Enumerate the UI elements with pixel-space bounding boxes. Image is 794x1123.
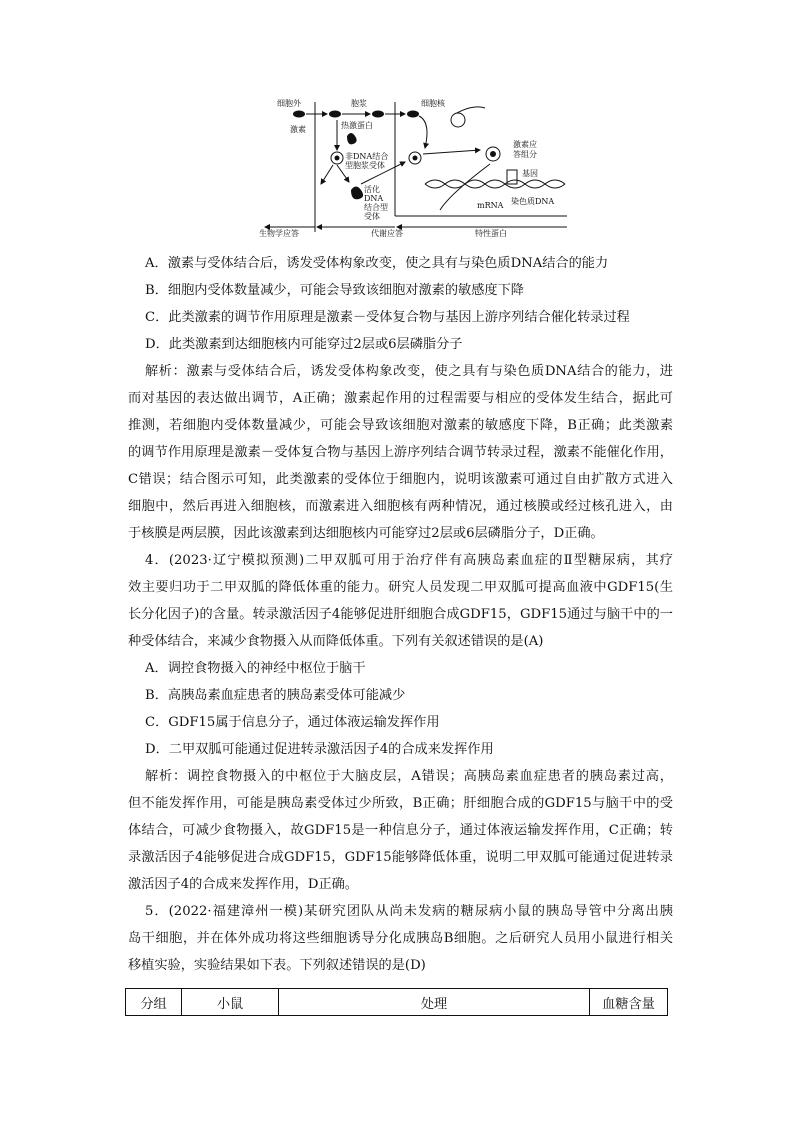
analysis-line: 于核膜是两层膜，因此该激素到达细胞核内可能穿过2层或6层磷脂分子，D正确。 (128, 526, 604, 541)
text-block (128, 250, 673, 979)
table-header-mouse: 小鼠 (182, 989, 279, 1016)
label-hormone: 激素 (290, 125, 306, 134)
table-header-row (126, 989, 668, 1016)
hormone-molecule (293, 111, 305, 118)
analysis-line: 而对基因的表达做出调节，A正确；激素起作用的过程需要与相应的受体发生结合，据此可 (128, 391, 673, 406)
label-specific-protein: 特性蛋白 (475, 229, 507, 238)
question-5-line: 移植实验，实验结果如下表。下列叙述错误的是(D) (128, 958, 426, 973)
label-extracellular: 细胞外 (277, 99, 301, 108)
question-4-line: 种受体结合，来减少食物摄入从而降低体重。下列有关叙述错误的是(A) (128, 634, 544, 649)
question-5-line: 5．(2022·福建漳州一模)某研究团队从尚未发病的糖尿病小鼠的胰岛导管中分离出胰 (145, 904, 673, 919)
label-response-element-1: 激素应 (513, 140, 537, 149)
arrow-to-response-element (423, 150, 480, 154)
diagram-svg (255, 92, 575, 244)
hormone-molecule-cytoplasm (329, 111, 341, 118)
analysis-line: 细胞中，然后再进入细胞核，而激素进入细胞核有两种情况，通过核膜或经过核孔进入，由 (128, 499, 673, 514)
q4-analysis-line: 体结合，可减少食物摄入，故GDF15是一种信息分子，通过体液运输发挥作用，C正确；转 (128, 823, 673, 838)
option-a: A．激素与受体结合后，诱发受体构象改变，使之具有与染色质DNA结合的能力 (145, 256, 609, 271)
label-activated-2: DNA (364, 194, 384, 203)
label-response-element-2: 答组分 (513, 150, 537, 159)
response-element-core (490, 151, 496, 157)
q4-option-d: D．二甲双胍可能通过促进转录激活因子4的合成来发挥作用 (145, 742, 494, 757)
label-gene: 基因 (522, 169, 538, 178)
experiment-table (125, 988, 668, 1016)
dna-strand-b (425, 180, 565, 188)
table-header-blood-glucose: 血糖含量 (590, 989, 668, 1016)
q4-analysis-line: 激活因子4的合成来发挥作用，D正确。 (128, 877, 358, 892)
analysis-line: 推测，若细胞内受体数量减少，可能会导致该细胞对激素的敏感度下降，B正确；此类激素 (128, 418, 673, 433)
label-mrna: mRNA (477, 201, 504, 210)
option-b: B．细胞内受体数量减少，可能会导致该细胞对激素的敏感度下降 (145, 283, 524, 298)
nuclear-receptor-core (413, 156, 418, 161)
arrow-curve-to-receptor (419, 116, 427, 148)
label-bio-response: 生物学应答 (259, 229, 299, 238)
label-chromatin-dna: 染色质DNA (511, 197, 555, 206)
q4-option-a: A．调控食物摄入的神经中枢位于脑干 (145, 661, 366, 676)
membrane-receptor-head (451, 113, 465, 127)
question-4-line: 效主要归功于二甲双胍的降低体重的能力。研究人员发现二甲双胍可提高血液中GDF15(生 (128, 580, 673, 595)
heat-shock-protein-shape (347, 133, 357, 144)
hormone-molecule-near-nucleus (372, 111, 384, 118)
q4-option-b: B．高胰岛素血症患者的胰岛素受体可能减少 (145, 688, 406, 703)
analysis-line: 解析：激素与受体结合后，诱发受体构象改变，使之具有与染色质DNA结合的能力，进 (145, 364, 673, 379)
question-5-line: 岛干细胞，并在体外成功将这些细胞诱导分化成胰岛B细胞。之后研究人员用小鼠进行相关 (128, 931, 673, 946)
activated-receptor-shape (351, 187, 363, 200)
receptor-core (335, 156, 340, 161)
label-cytoplasm: 胞浆 (351, 99, 367, 108)
arrow-side-path (321, 165, 333, 184)
option-d: D．此类激素到达细胞核内可能穿过2层或6层磷脂分子 (145, 337, 463, 352)
option-c: C．此类激素的调节作用原理是激素－受体复合物与基因上游序列结合催化转录过程 (145, 310, 630, 325)
q4-analysis-line: 解析：调控食物摄入的中枢位于大脑皮层，A错误；高胰岛素血症患者的胰岛素过高， (145, 769, 673, 784)
table-header-treatment: 处理 (279, 989, 590, 1016)
label-non-dna-receptor-2: 型胞浆受体 (345, 161, 385, 170)
q4-option-c: C．GDF15属于信息分子，通过体液运输发挥作用 (145, 715, 440, 730)
question-4-line: 长分化因子)的含量。转录激活因子4能够促进肝细胞合成GDF15，GDF15通过与脑干中的一 (128, 607, 673, 622)
label-activated-1: 活化 (364, 185, 380, 194)
label-activated-4: 受体 (364, 212, 380, 221)
label-nucleus: 细胞核 (421, 99, 445, 108)
hormone-receptor-diagram (255, 92, 575, 244)
q4-analysis-line: 录激活因子4能够促进合成GDF15，GDF15能够降低体重，说明二甲双胍可能通过促进转录 (128, 850, 673, 865)
question-4-line: 4．(2023·辽宁模拟预测)二甲双胍可用于治疗伴有高胰岛素血症的Ⅱ型糖尿病，其疗 (145, 553, 673, 568)
label-non-dna-receptor-1: 非DNA结合 (345, 152, 389, 161)
label-heat-shock-protein: 热激蛋白 (341, 121, 373, 130)
q4-analysis-line: 但不能发挥作用，可能是胰岛素受体过少所致，B正确；肝细胞合成的GDF15与脑干中的受 (128, 796, 673, 811)
analysis-line: 的调节作用原理是激素－受体复合物与基因上游序列结合调节转录过程，激素不能催化作用， (128, 445, 673, 460)
label-metabolic-response: 代谢应答 (371, 229, 403, 238)
analysis-line: C错误；结合图示可知，此类激素的受体位于细胞内，说明该激素可通过自由扩散方式进入 (128, 472, 673, 487)
dna-strand-a (425, 180, 565, 188)
table-header-group: 分组 (126, 989, 182, 1016)
hormone-molecule-nucleus (407, 111, 419, 118)
label-activated-3: 结合型 (364, 203, 388, 212)
